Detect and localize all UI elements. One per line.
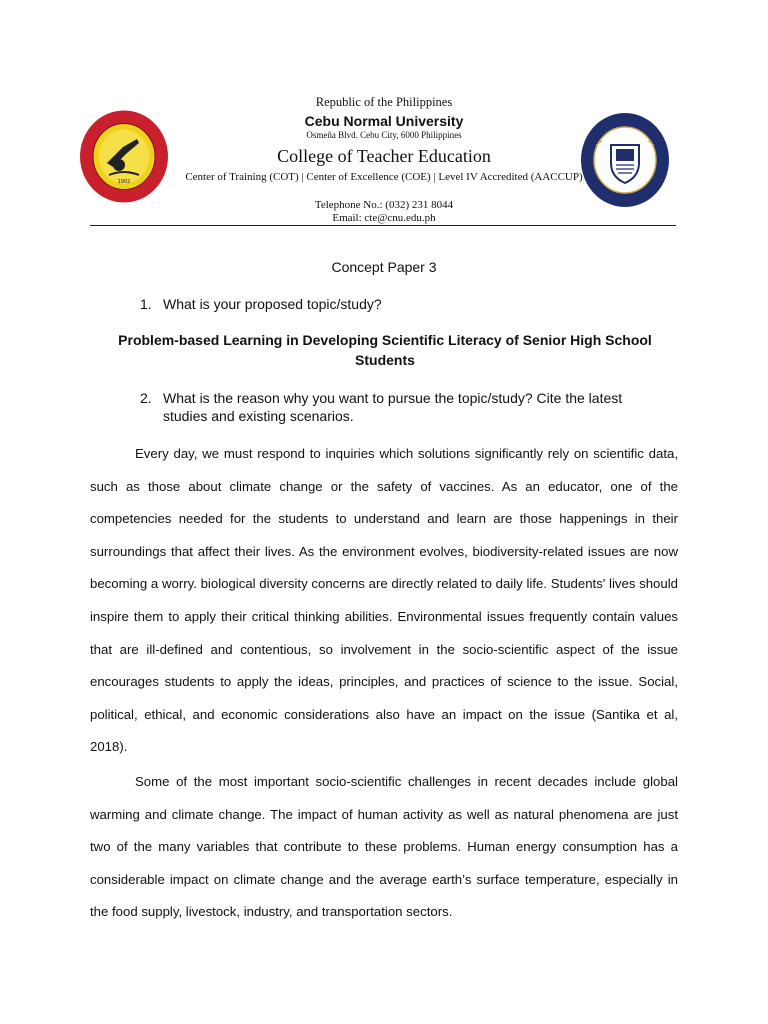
question-1-number: 1. xyxy=(140,296,152,312)
paragraph-2-text: Some of the most important socio-scientific challenges in recent decades include global warming and climate change. The impact of human activity as well as natural phenomena are just two of the many variables that contribute to these problems. Human energy consumption has a considerable impact on climate change and the average earth’s surface temperature, especially in the food supply, livestock, industry, and transportation sectors. xyxy=(90,774,678,920)
header-college-name: College of Teacher Education xyxy=(277,146,491,166)
header-email: Email: cte@cnu.edu.ph xyxy=(332,212,436,224)
header-divider xyxy=(90,225,676,226)
question-2-number: 2. xyxy=(140,390,152,406)
proposed-topic-title: Problem-based Learning in Developing Scientific Literacy of Senior High School Students xyxy=(118,332,652,368)
question-1-text: What is your proposed topic/study? xyxy=(163,296,382,312)
paragraph-1-text: Every day, we must respond to inquiries which solutions significantly rely on scientific data, such as those about climate change or the safety of vaccines. As an educator, one of the competencies needed for the students to understand and learn are those happenings in their surroundings that affect their lives. As the environment evolves, biodiversity-related issues are now becoming a worry. biological diversity concerns are directly related to daily life. Students' lives should inspire them to apply their critical thinking abilities. Environmental issues frequently contain values that are ill-defined and contentious, so involvement in the socio-scientific aspect of the issue encourages students to apply the ideas, principles, and practices of science to the issue. Social, political, ethical, and economic considerations also have an impact on the issue (Santika et al, 2018). xyxy=(90,446,678,755)
header-centers: Center of Training (COT) | Center of Excellence (COE) | Level IV Accredited (AACCUP) xyxy=(185,171,583,183)
body-paragraph-1 xyxy=(90,438,678,764)
header-telephone: Telephone No.: (032) 231 8044 xyxy=(314,199,454,211)
document-title: Concept Paper 3 xyxy=(331,259,437,275)
header-address: Osmeña Blvd. Cebu City, 6000 Philippines xyxy=(306,130,462,140)
header-university-name: Cebu Normal University xyxy=(304,113,464,129)
question-2-text: What is the reason why you want to pursue the topic/study? Cite the latest studies and existing scenarios. xyxy=(163,390,623,424)
header-republic: Republic of the Philippines xyxy=(315,95,453,109)
seal-year: 1902 xyxy=(117,179,131,185)
cebu-normal-university-seal xyxy=(79,109,169,204)
body-paragraph-2 xyxy=(90,766,678,929)
